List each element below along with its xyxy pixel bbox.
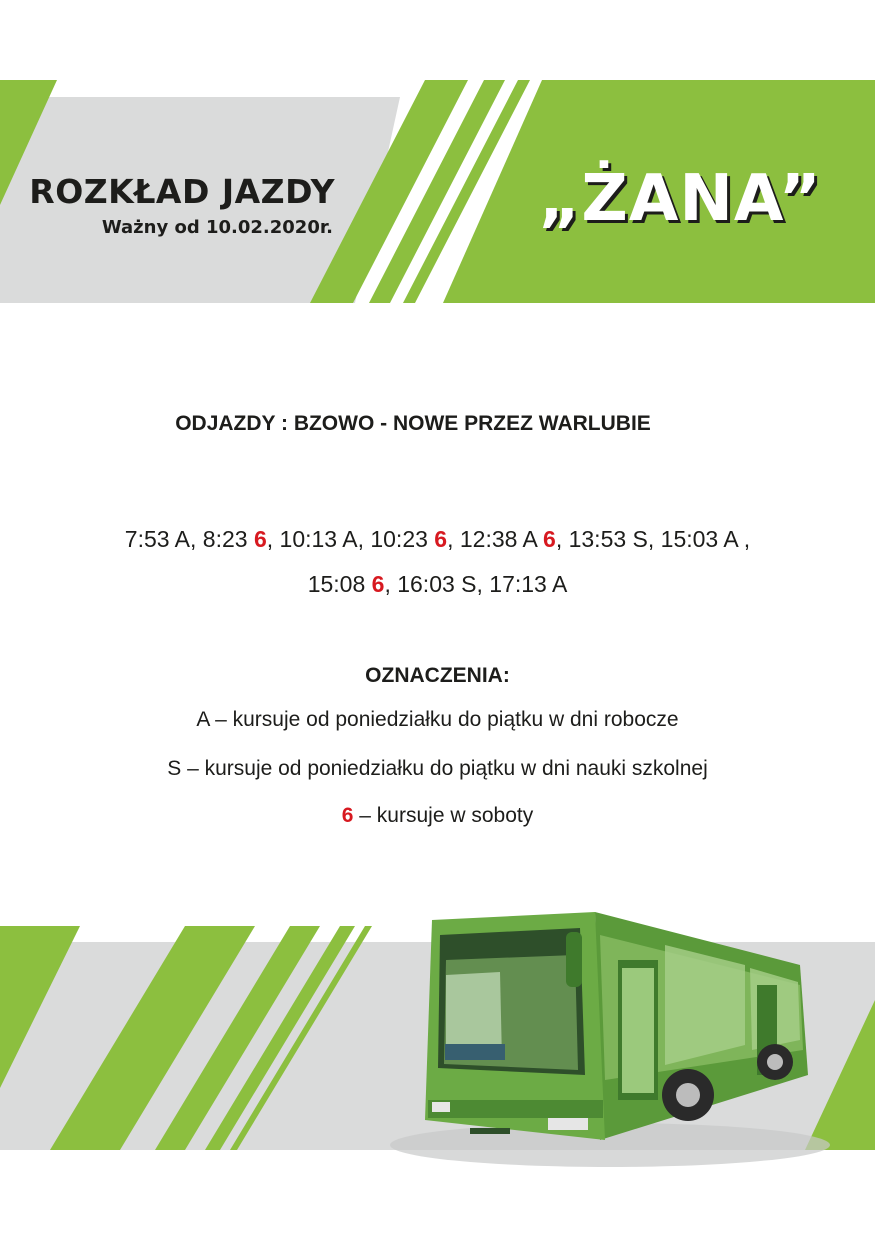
legend-item-a — [0, 708, 875, 732]
brand-name: „ŻANA” — [538, 162, 822, 236]
legend-symbol: S — [167, 757, 182, 780]
departure-text: 15:08 — [307, 571, 372, 597]
route-title: ODJAZDY : BZOWO - NOWE PRZEZ WARLUBIE — [175, 412, 651, 435]
departure-text: , 13:53 S, 15:03 A , — [555, 526, 751, 552]
departure-times-line-1 — [0, 517, 875, 562]
timetable-title: ROZKŁAD JAZDY — [29, 172, 335, 211]
saturday-marker: 6 — [434, 526, 448, 552]
departure-times — [0, 517, 875, 607]
valid-from-date: Ważny od 10.02.2020r. — [101, 217, 333, 238]
departure-text: , 10:13 A, 10:23 — [266, 526, 435, 552]
legend-symbol: 6 — [341, 804, 354, 827]
departure-times-line-2 — [0, 562, 875, 607]
departure-text: , 16:03 S, 17:13 A — [384, 571, 568, 597]
legend-item-s — [0, 757, 875, 781]
legend-text: – kursuje od poniedziałku do piątku w dni robocze — [209, 708, 679, 731]
legend-item-6 — [0, 804, 875, 828]
legend-title: OZNACZENIA: — [365, 664, 510, 687]
departure-text: , 12:38 A — [447, 526, 544, 552]
legend-text: – kursuje od poniedziałku do piątku w dni nauki szkolnej — [181, 757, 708, 780]
legend-symbol: A — [196, 708, 210, 731]
saturday-marker: 6 — [253, 526, 267, 552]
saturday-marker: 6 — [371, 571, 385, 597]
saturday-marker: 6 — [543, 526, 556, 552]
legend-text: – kursuje w soboty — [353, 804, 534, 827]
departure-text: 7:53 A, 8:23 — [124, 526, 254, 552]
